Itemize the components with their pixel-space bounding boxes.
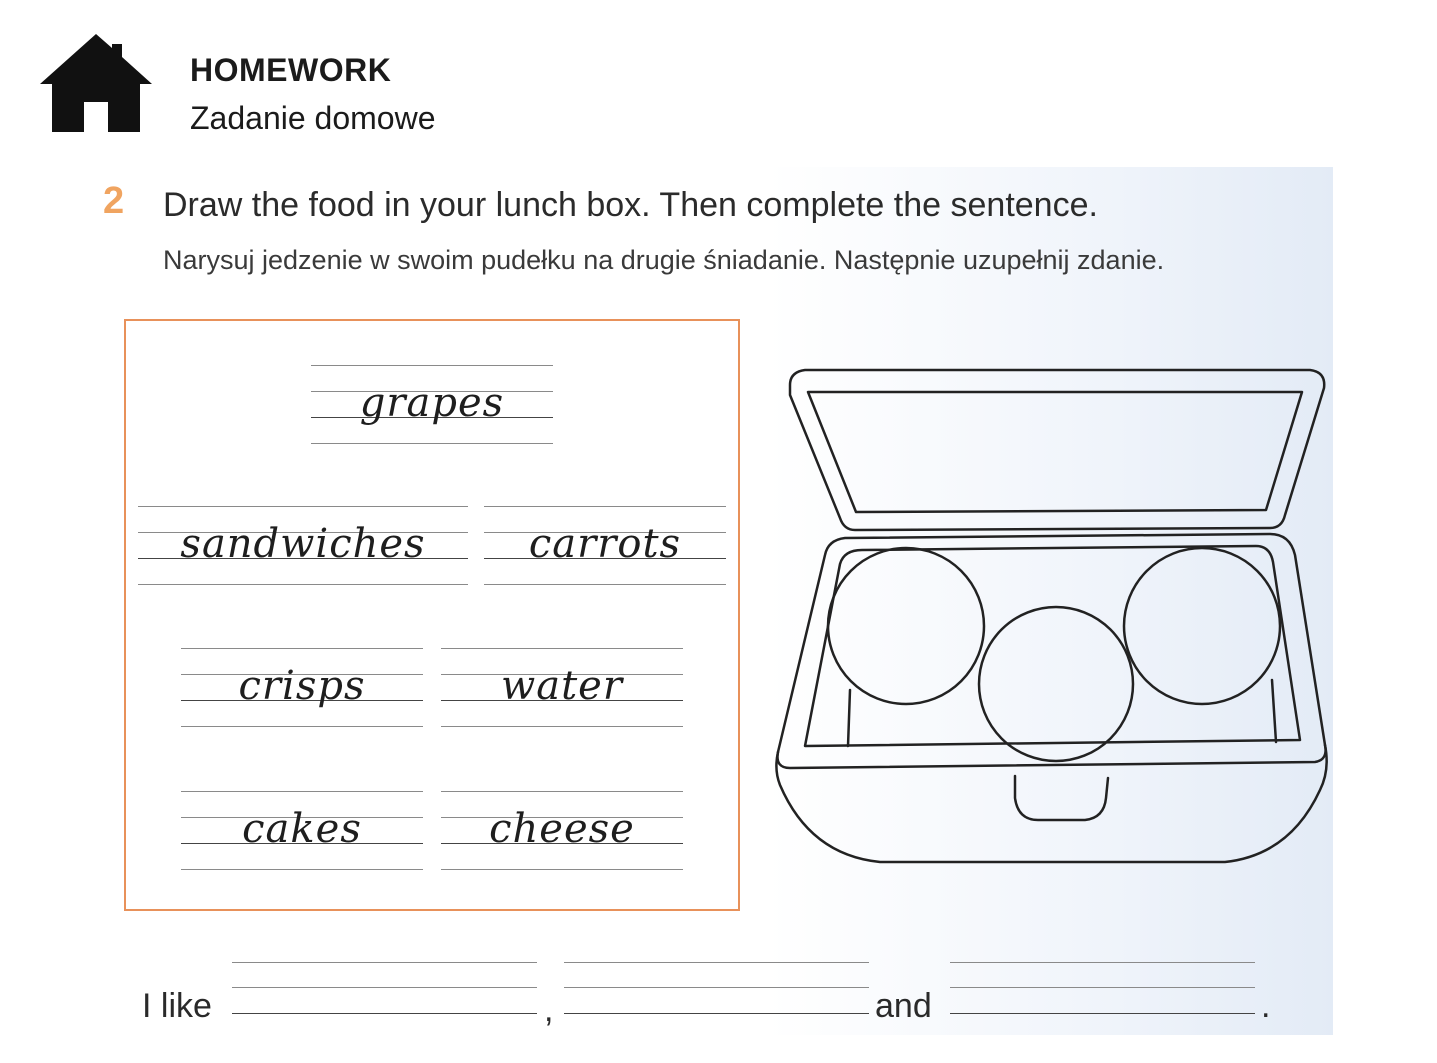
blank-food-2[interactable] — [564, 962, 869, 1022]
homework-title: HOMEWORK — [190, 52, 392, 88]
word-sandwiches-text: sandwiches — [180, 521, 426, 567]
word-crisps — [181, 648, 423, 726]
sentence-period: . — [1261, 987, 1271, 1025]
lunch-box-icon — [770, 350, 1335, 875]
word-grapes-text: grapes — [359, 380, 505, 426]
sentence-line — [140, 955, 1290, 1035]
word-grapes — [311, 365, 553, 443]
exercise-number: 2 — [103, 180, 125, 222]
word-cakes — [181, 791, 423, 869]
word-crisps-text: crisps — [238, 663, 366, 709]
word-cheese — [441, 791, 683, 869]
sentence-and: and — [875, 987, 932, 1025]
word-carrots — [484, 506, 726, 584]
word-carrots-text: carrots — [528, 521, 682, 567]
word-sandwiches — [138, 506, 468, 584]
instruction-polish: Narysuj jedzenie w swoim pudełku na drugie śniadanie. Następnie uzupełnij zdanie. — [163, 245, 1165, 275]
sentence-start: I like — [142, 987, 212, 1025]
word-cheese-text: cheese — [489, 806, 635, 852]
word-bank-box — [124, 319, 740, 911]
sentence-comma: , — [544, 991, 554, 1029]
blank-food-1[interactable] — [232, 962, 537, 1022]
house-icon — [36, 32, 156, 134]
word-cakes-text: cakes — [242, 806, 362, 852]
word-water — [441, 648, 683, 726]
blank-food-3[interactable] — [950, 962, 1255, 1022]
word-water-text: water — [501, 663, 623, 709]
homework-subtitle: Zadanie domowe — [190, 100, 436, 136]
instruction-english: Draw the food in your lunch box. Then complete the sentence. — [163, 186, 1098, 224]
